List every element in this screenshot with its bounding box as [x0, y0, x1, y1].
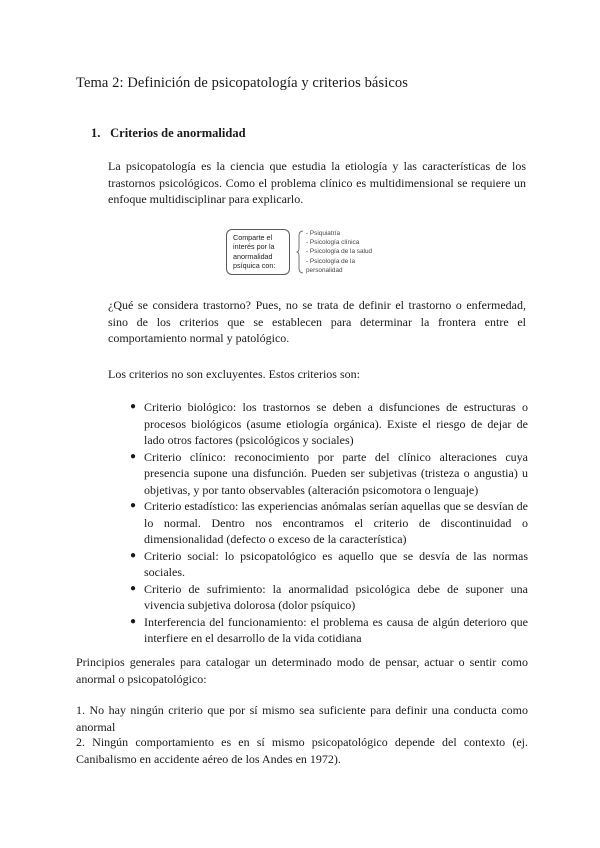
bullet-icon: ● [130, 450, 137, 462]
list-item [108, 548, 528, 581]
diagram-list [306, 229, 381, 275]
section-number: 1. [91, 126, 101, 140]
diagram-box-line: psíquica con: [233, 260, 276, 270]
principles-intro: Principios generales para catalogar un determinado modo de pensar, actuar o sentir como anormal o psicopatológico: [76, 655, 528, 686]
list-item [108, 614, 528, 647]
list-item [108, 581, 528, 614]
diagram-box-line: anormalidad [233, 251, 273, 261]
principle-2: 2. Ningún comportamiento es en sí mismo psicopatológico depende del contexto (ej. Canibalismo en accidente aéreo de los Andes en 1972). [76, 735, 528, 766]
criteria-intro: Los criterios no son excluyentes. Estos criterios son: [108, 367, 360, 381]
criterion-text: Criterio clínico: reconocimiento por parte del clínico alteraciones cuya presencia supone una disfunción. Pueden ser subjetivas (tristeza o angustia) u objetivas, y por tanto observables (alteración psicomotora o lenguaje) [144, 449, 528, 497]
diagram-box-line: Comparte el [233, 233, 273, 242]
diagram-list-item: - Psiquiatría [306, 230, 341, 237]
diagram-box-line: interés por la [233, 242, 275, 252]
bullet-icon: ● [130, 500, 137, 511]
section-title: Criterios de anormalidad [110, 126, 246, 140]
diagram-list-item: - Psicología de la salud [306, 248, 373, 256]
diagram-list-item: - Psicología de la [306, 257, 356, 265]
criteria-list [108, 399, 528, 647]
criterion-text: Criterio biológico: los trastornos se deben a disfunciones de estructuras o procesos biológicos (asume etiología orgánica). Existe el riesgo de dejar de lado otros factores (psicológicos y sociales) [144, 400, 528, 447]
section-heading [91, 126, 246, 141]
bullet-icon: ● [130, 615, 137, 627]
brace-icon [296, 230, 304, 274]
criterion-text: Criterio social: lo psicopatológico es aquello que se desvía de las normas sociales. [144, 548, 528, 579]
diagram-list-item: - Psicología clínica [306, 239, 360, 247]
intro-paragraph: La psicopatología es la ciencia que estudia la etiología y las características de los trastornos psicológicos. Como el problema clínico es multidimensional se requiere un enfoque multidisciplinar para explicarlo. [108, 159, 526, 206]
principle-1: 1. No hay ningún criterio que por sí mismo sea suficiente para definir una conducta como anormal [76, 703, 528, 734]
page-title: Tema 2: Definición de psicopatología y criterios básicos [76, 75, 408, 91]
criterion-text: Criterio estadístico: las experiencias anómalas serían aquellas que se desvían de lo normal. Dentro nos encontramos el criterio de discontinuidad o dimensionalidad (defecto o exceso de la característica) [144, 499, 528, 546]
diagram-list-item: personalidad [306, 266, 343, 274]
list-item [108, 498, 528, 548]
list-item [108, 399, 528, 449]
bullet-icon: ● [130, 401, 137, 412]
list-item [108, 449, 528, 499]
criterion-text: Interferencia del funcionamiento: el problema es causa de algún deterioro que interfiere en el desarrollo de la vida cotidiana [144, 614, 528, 645]
diagram-box [226, 229, 290, 275]
question-paragraph: ¿Qué se considera trastorno? Pues, no se trata de definir el trastorno o enfermedad, sino de los criterios que se establecen para determinar la frontera entre el comportamiento normal y patológico. [108, 298, 526, 345]
criterion-text: Criterio de sufrimiento: la anormalidad psicológica debe de suponer una vivencia subjetiva dolorosa (dolor psíquico) [144, 581, 528, 612]
disciplines-diagram [226, 229, 379, 277]
bullet-icon: ● [130, 582, 137, 594]
bullet-icon: ● [130, 549, 137, 561]
